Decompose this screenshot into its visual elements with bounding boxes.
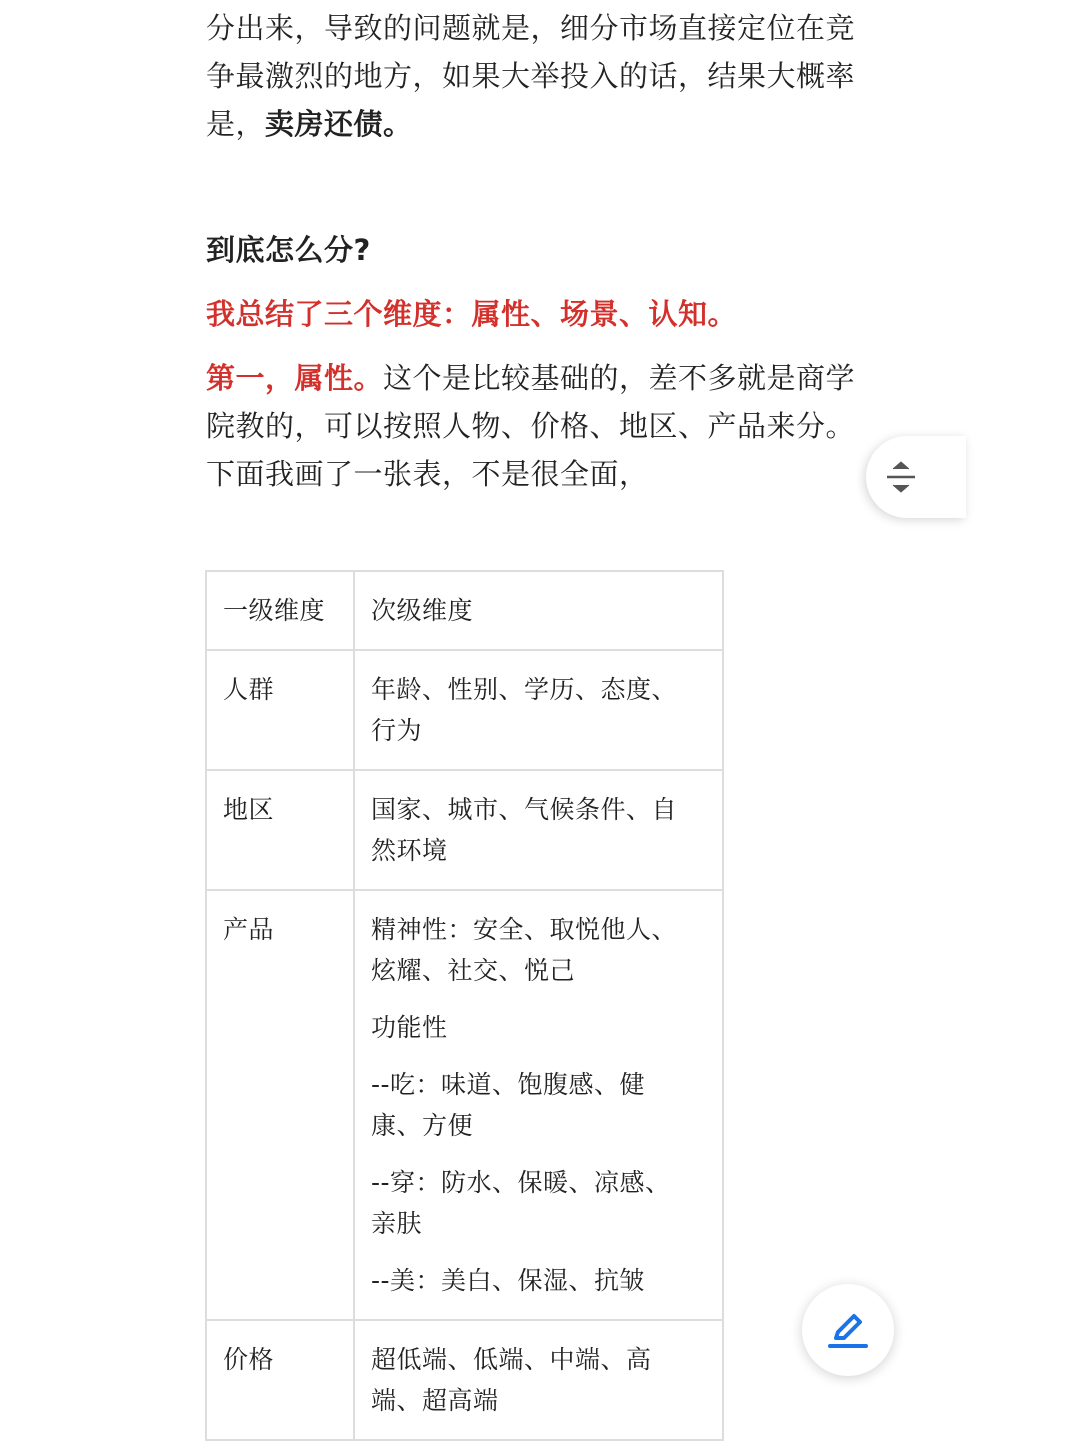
dimension-table (205, 570, 724, 1441)
collapse-button[interactable] (866, 436, 966, 518)
paragraph-text: 这个是比较基础的，差不多就是商学 (383, 361, 856, 395)
paragraph-text: 是， (206, 107, 266, 141)
paragraph-line (206, 100, 855, 148)
subdimension-text: --美：美白、保湿、抗皱 (371, 1266, 646, 1295)
table-row (206, 1320, 723, 1440)
table-header-cell: 一级维度 (206, 571, 354, 650)
subdimension-cell (354, 890, 723, 1320)
subdimension-text: --穿：防水、保暖、凉感、亲肤 (371, 1168, 671, 1238)
paragraph-line: 分出来，导致的问题就是，细分市场直接定位在竞 (206, 11, 856, 45)
subdimension-text: 精神性：安全、取悦他人、炫耀、社交、悦己 (371, 915, 678, 985)
edit-button[interactable] (802, 1284, 894, 1376)
paragraph-intro (206, 4, 855, 148)
subdimension-cell (354, 770, 723, 890)
paragraph-attributes (206, 354, 855, 498)
subdimension-text: 国家、城市、气候条件、自然环境 (371, 795, 678, 865)
table-header-cell: 次级维度 (354, 571, 723, 650)
summary-highlight: 我总结了三个维度：属性、场景、认知。 (206, 297, 738, 331)
paragraph-line: 争最激烈的地方，如果大举投入的话，结果大概率 (206, 59, 856, 93)
dimension-cell: 地区 (206, 770, 354, 890)
pencil-edit-icon (826, 1308, 870, 1352)
subdimension-text: 功能性 (371, 1013, 448, 1042)
subdimension-text: 年龄、性别、学历、态度、行为 (371, 675, 678, 745)
bold-conclusion: 卖房还债。 (265, 107, 413, 141)
subdimension-text: --吃：味道、饱腹感、健康、方便 (371, 1070, 646, 1140)
subdimension-cell (354, 650, 723, 770)
table-header-row (206, 571, 723, 650)
paragraph-line (206, 354, 855, 402)
section-heading: 到底怎么分? (206, 233, 371, 267)
subdimension-cell (354, 1320, 723, 1440)
table-row (206, 890, 723, 1320)
table-row (206, 770, 723, 890)
paragraph-line: 院教的，可以按照人物、价格、地区、产品来分。 (206, 409, 856, 443)
subdimension-text: 超低端、低端、中端、高端、超高端 (371, 1345, 652, 1415)
table-row (206, 650, 723, 770)
highlight-label: 第一，属性。 (206, 361, 384, 395)
dimension-cell: 人群 (206, 650, 354, 770)
dimension-cell: 价格 (206, 1320, 354, 1440)
paragraph-line: 下面我画了一张表，不是很全面， (206, 457, 649, 491)
collapse-arrows-icon (886, 459, 916, 495)
dimension-cell: 产品 (206, 890, 354, 1320)
